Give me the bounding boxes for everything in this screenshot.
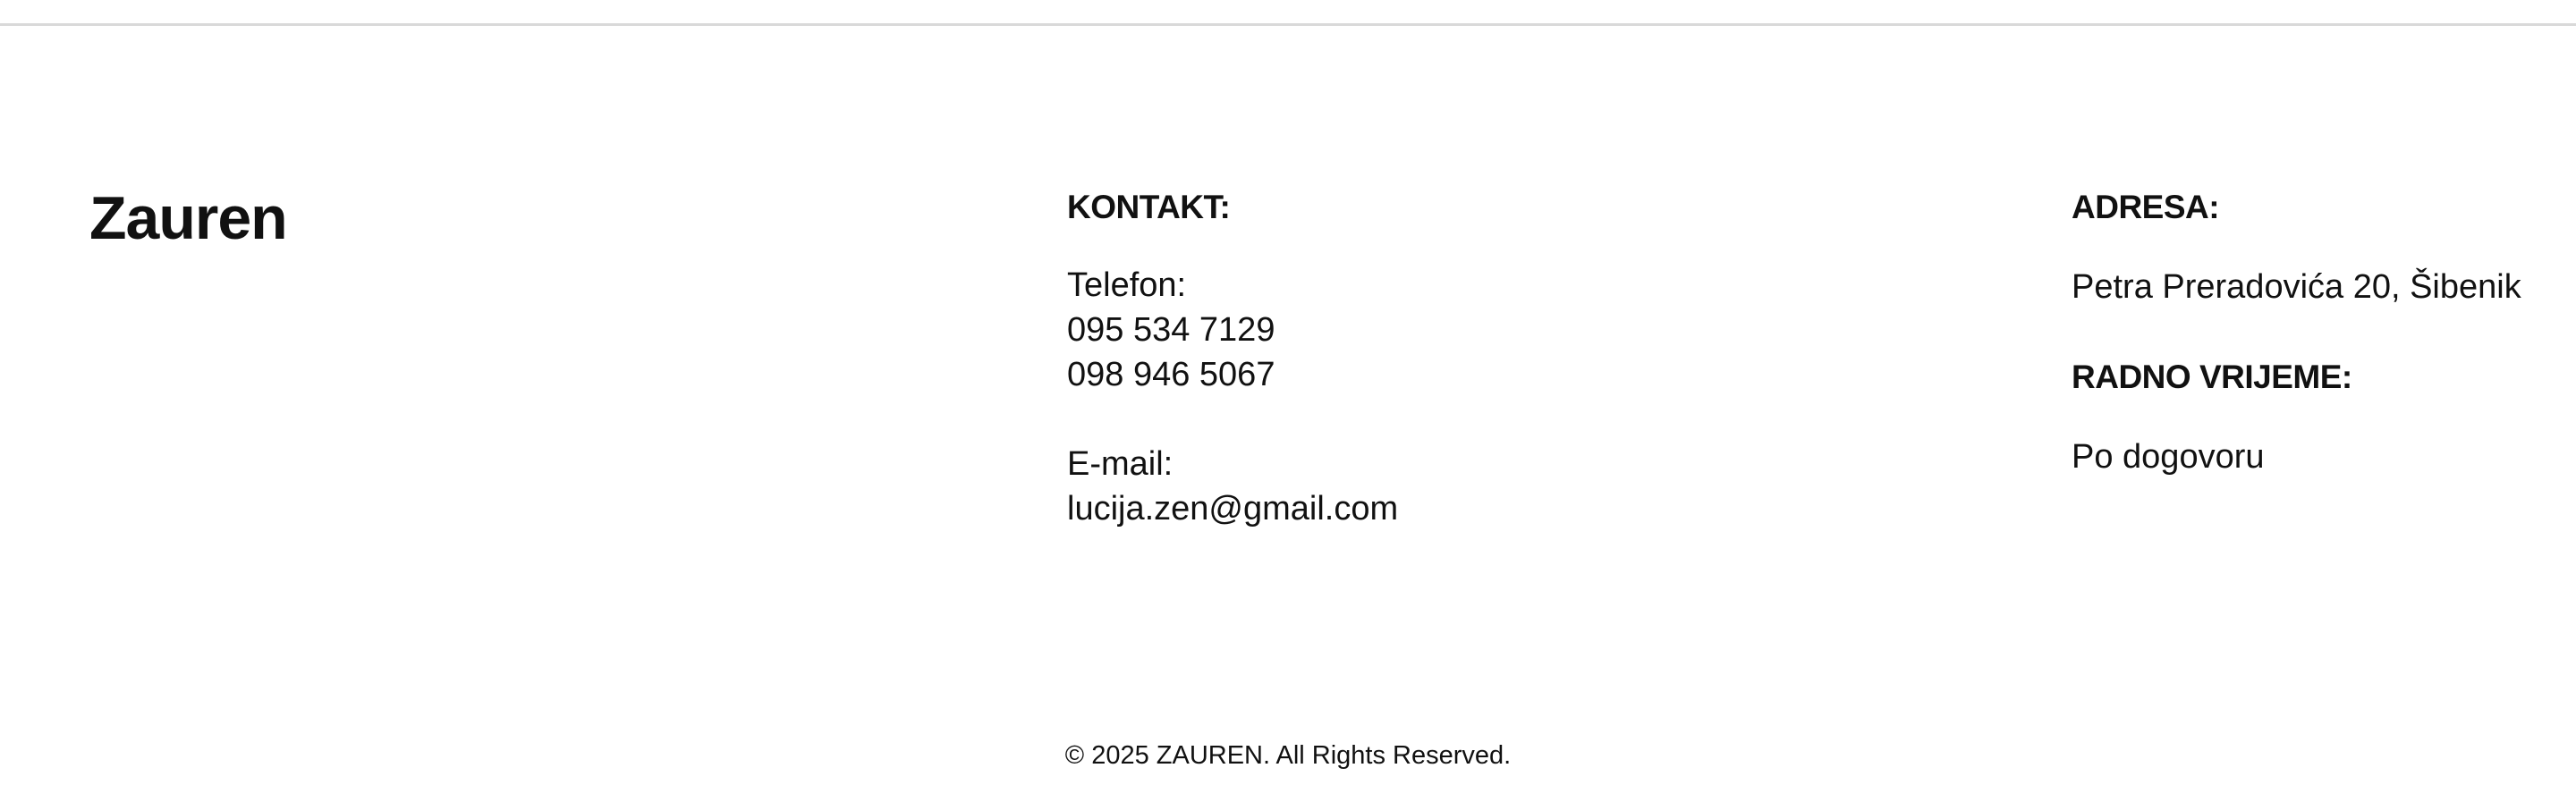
contact-heading: KONTAKT: xyxy=(1067,189,1231,225)
contact-column xyxy=(1067,184,1872,531)
address-value: Petra Preradovića 20, Šibenik xyxy=(2072,268,2521,306)
email-link[interactable]: lucija.zen@gmail.com xyxy=(1067,490,1399,528)
hours-value: Po dogovoru xyxy=(2072,438,2265,476)
phone-link-2[interactable]: 098 946 5067 xyxy=(1067,356,1275,393)
hours-heading: RADNO VRIJEME: xyxy=(2072,359,2352,395)
phone-link-1[interactable]: 095 534 7129 xyxy=(1067,311,1275,349)
address-column xyxy=(2072,184,2572,479)
copyright-label: © 2025 ZAUREN. All Rights Reserved. xyxy=(1064,741,1512,770)
top-divider xyxy=(0,23,2576,26)
phone-label: Telefon: xyxy=(1067,266,1187,304)
copyright-text xyxy=(0,738,2576,773)
email-label: E-mail: xyxy=(1067,445,1174,483)
brand-logo[interactable]: Zauren xyxy=(89,184,287,252)
address-heading: ADRESA: xyxy=(2072,189,2220,225)
